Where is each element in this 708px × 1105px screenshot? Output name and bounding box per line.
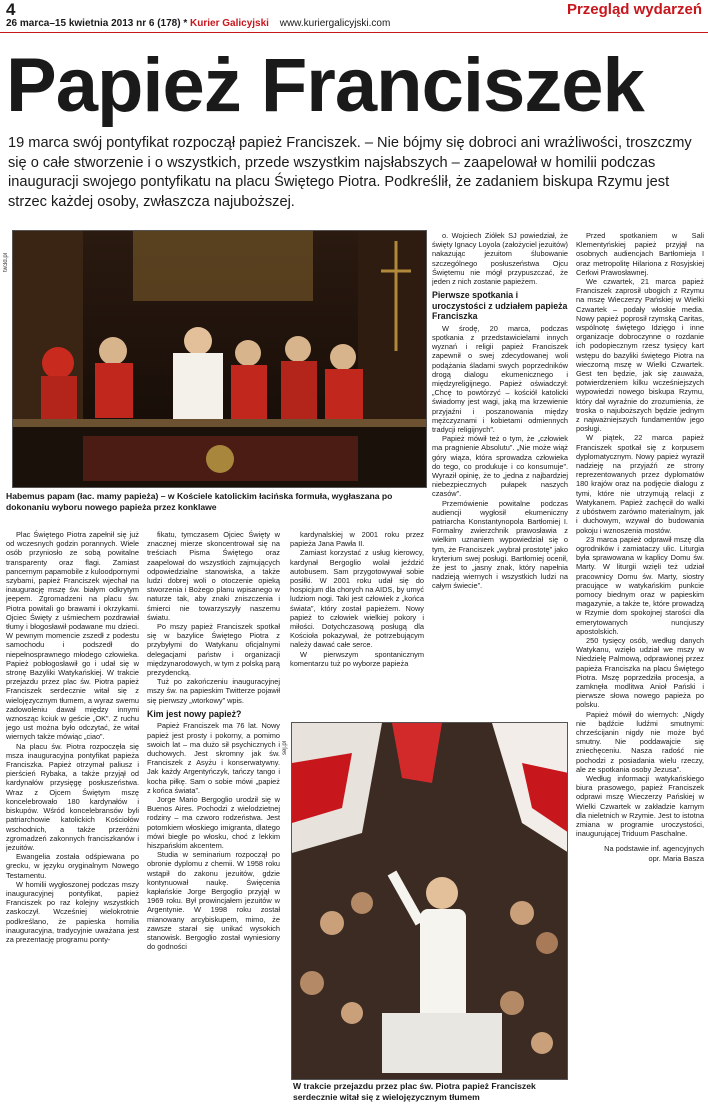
site-url[interactable]: www.kuriergalicyjski.com [279,18,391,29]
paragraph: Studia w seminarium rozpoczął po obronie dyplomu z chemii. W 1958 roku wstąpił do zakonu jezuitów, gdzie kontynuował naukę. Święcenia kapłańskie Jorge Bergoglio przyjął w 1969 roku. Był prowincjałem jezuitów w Argentynie. W 1998 roku został mianowany arcybiskupem, mimo, że zawsze starał się unikać wysokich stanowisk. Bergoglio został wyniesiony do godności [147,850,280,952]
issue-line [6,18,390,29]
paragraph: Zamiast korzystać z usług kierowcy, kardynał Bergoglio wolał jeździć autobusem. Sam przygotowywał sobie posiłki. W 2001 roku udał się do hospicjum dla chorych na AIDS, by umyć ludziom nogi. Taki jest człowiek z „końca świata”, który został papieżem. Nowy papież to człowiek wielkiej pokory i miłości. Dotychczasową posługą dla Kościoła pokazywał, że potrzebującym należy dawać całe serce. [290,548,424,650]
article-column-1 [6,530,139,1105]
paragraph: Na placu św. Piotra rozpoczęła się msza inauguracyjna pontyfikat papieża Franciszka. Papież otrzymał paliusz i pierścień Rybaka, a także przyjął od kardynałów przysięgę posłuszeństwa. Wraz z Ojcem Świętym mszę koncelebrowało 180 kardynałów i biskupów. Wśród koncelebransów byli patriarchowie katolickich Kościołów wschodnich, a także przeróżni zgromadzeń zakonnych franciszkanów i jezuitów. [6,741,139,852]
paragraph: W pierwszym spontanicznym komentarzu tuż po wyborze papieża [290,649,424,668]
paragraph: Ewangelia została odśpiewana po grecku, w języku oryginalnym Nowego Testamentu. [6,852,139,880]
photo-credit: sej.pl [282,740,288,755]
header-divider [0,32,708,33]
photo-caption: Habemus papam (łac. mamy papieża) – w Kościele katolickim łacińska formuła, wygłaszana po dokonaniu wyboru nowego papieża przez konklawe [6,491,393,512]
paragraph: Plac Świętego Piotra zapełnił się już od wczesnych godzin porannych. Wiele osób przyniosło ze sobą powitalne transparenty oraz flagi. Zamiast pancernym papamobile z kuloodpornymi szybami, papież Franciszek wjechał na inaugurację mszę św. białym odkrytym jeepem. Zgromadzeni na placu św. Piotra powitali go brawami i okrzykami. Ojciec Święty z uśmiechem pozdrawiał tłumy i błogosławił podawane mu dzieci. W pewnym momencie zszedł z podestu samochodu i podszedł do niepełnosprawnego młodego człowieka. Papież pobłogosławił go i udał się w stronę Bazyliki Watykańskiej. W trakcie przejazdu przez plac św. Piotra papież Franciszek serdecznie witał się z wielojęzycznym tłumem, a wyraz swemu zadowoleniu dawał między innymi wznosząc kciuk w geście „OK”. Z ruchu jego ust można było odczytać, że witał wiernych także mówiąc „ciao”. [6,530,139,742]
paragraph: Papież mówił też o tym, że „człowiek ma pragnienie Absolutu”. „Nie może wiąż góry wiąza, która sprowadza człowieka do tego, co produkuje i co konsumuje”. Wyraził opinię, że to „jedna z najbardziej niebezpiecznych pułapek naszych czasów”. [432,434,568,499]
paragraph: 250 tysięcy osób, według danych Watykanu, wzięło udział we mszy w Niedzielę Palmową, odprawionej przez papieża Franciszka na placu Świętego Piotra. Mszę poprzedziła procesja, a zamknęła modlitwa Anioł Pański i pierwsze słowa nowego papieża po polsku. [576,635,704,710]
article-title: Papież Franciszek [6,43,644,128]
paragraph: Tuż po zakończeniu inauguracyjnej mszy św. na papieskim Twitterze pojawił się pierwszy „wtorkowy” wpis. [147,677,280,705]
popemobile-photo-image [292,723,568,1080]
article-lead: 19 marca swój pontyfikat rozpoczął papież Franciszek. – Nie bójmy się dobroci ani wrażliwości, troszczmy się o całe stworzenie i o wszystkich, przede wszystkim najsłabszych – zaapelował w homilii podczas inauguracji swojego pontyfikatu na placu Świętego Piotra. Podkreślił, że zadaniem biskupa Rzymu jest strzec każdej osoby, zwłaszcza najuboższej. [8,135,692,210]
paragraph: o. Wojciech Ziółek SJ powiedział, że święty Ignacy Loyola (założyciel jezuitów) nakazując jezuitom ślubowanie szczególnego posłuszeństwa Ojcu Świętemu nie mógł przypuszczać, że jeden z nich zostanie papieżem. [432,231,568,287]
article-column-2 [147,530,280,1105]
section-heading: Pierwsze spotkania i uroczystości z udziałem papieża Franciszka [432,290,568,322]
author-signature: opr. Maria Basza [648,853,704,863]
paragraph: Według informacji watykańskiego biura prasowego, papież Franciszek odprawi mszę Wieczerzy Pańskiej w Wielki Czwartek w zakładzie karnym dla nieletnich w Rzymie. Jest to istotna zmiana w programie uroczystości, inaugurującej Triduum Paschalne. [576,773,704,839]
paragraph: 23 marca papież odprawił mszę dla ogrodników i zamiataczy ulic. Liturgia była sprawowana w kaplicy Domu św. Marty. W liturgii wzięli też udział pracownicy Domu św. Marty, siostry pracujące w watykańskim punkcie pomocy biednym oraz w papieskim magazynie, a także te, które prowadzą w Rzymie dom spokojnej starości dla emerytowanych nuncjuszy apostolskich. [576,534,704,636]
balcony-photo [12,230,427,488]
source-note: Na podstawie inf. agencyjnych [604,844,704,854]
paragraph: W środę, 20 marca, podczas spotkania z przedstawicielami innych wyznań i religii papież Franciszek zapewnił o swej zdecydowanej woli podążania śladami swych poprzedników drogą dialogu ekumenicznego i międzyreligijnego. Papież oświadczył: „Chcę to powtórzyć – kościół katolicki świadomy jest wagi, jaką ma krzewienie przyjaźni i poszanowania między mężczyznami i kobietami odmiennych tradycji religijnych”. [432,323,568,434]
paragraph: We czwartek, 21 marca papież Franciszek zaprosił ubogich z Rzymu na mszę Wieczerzy Pańskiej w Wielki Czwartek – podały włoskie media. Nowy papież poprosił rzymską Caritas, wspólnotę świętego Idzięgo i inne organizacje dobroczynne o rozdanie ich podopiecznym rzesz tysięcy kart wstępu do bazyliki świętego Piotra na wieczorną mszę w Wielki Czwartek. Gest ten będzie, jak się zauważa, potwierdzeniem kilku wcześniejszych wypowiedzi nowego biskupa Rzymu, który dał wyraźnie do zrozumienia, że troska o najuboższych będzie jednym z najważniejszych fundamentów jego posługi. [576,277,704,434]
paragraph: Przed spotkaniem w Sali Klementyńskiej papież przyjął na osobnych audiencjach Bartłomieja I oraz metropolitę Hilariona z Rosyjskiej Cerkwi Prawosławnej. [576,231,704,277]
paragraph: W homilii wygłoszonej podczas mszy inauguracyjnej pontyfikat, papież Franciszek po raz kolejny wszystkich zaskoczył. Wcześniej wielokrotnie podkreślano, że papieska homilia inauguracyjna, tradycyjnie uważana jest za prezentację programu ponty- [6,879,139,944]
paragraph: Jorge Mario Bergoglio urodził się w Buenos Aires. Pochodzi z wielodzietnej rodziny – ma czworo rodzeństwa. Jest potomkiem włoskiego imigranta, dlatego mówi biegle po włosku, choć z lekkim hiszpańskim akcentem. [147,794,280,850]
issue-date: 26 marca–15 kwietnia 2013 nr 6 (178) * [6,18,188,29]
paragraph: Przemówienie powitalne podczas audiencji wygłosił ekumeniczny patriarcha Konstantynopola Bartłomiej I. Formalny zwierzchnik prawosławia z wielkim uznaniem wypowiedział się o tym, że Franciszek „wybrał prostotę” jako kryterium swej posługi. Bartłomiej ocenił, że jest to „jasny znak, który napełnia nadzieją wiernych i wszystkich ludzi na całym świecie”. [432,498,568,591]
article-column-5 [576,231,704,1105]
paragraph: Papież mówił do wiernych: „Nigdy nie bądźcie ludźmi smutnymi: chrześcijanin nigdy nie może być smutny. Nie poddawajcie się zniechęceniu. Nasza radość nie pochodzi z posiadania wielu rzeczy, ale ze spotkania osoby Jezusa”. [576,709,704,774]
page-number: 4 [6,0,16,19]
paragraph: Po mszy papież Franciszek spotkał się w bazylice Świętego Piotra z przybyłymi do Watykanu oficjalnymi delegacjami państw i organizacji międzynarodowych, w tym z polską parą prezydencką. [147,622,280,678]
article-column-4 [432,231,568,719]
photo-credit: tw3d.pl [3,252,9,272]
paragraph: Papież Franciszek ma 76 lat. Nowy papież jest prosty i pokorny, a pomimo swoich lat – ma dużo sił psychicznych i duchowych. Jest skromny jak św. Franciszek z Asyżu i konserwatywny. Jak każdy Argentyńczyk, tańczy tango i kocha piłkę. Sam o sobie mówi „papież z końca świata”. [147,721,280,795]
balcony-photo-image [13,231,427,488]
paragraph: W piątek, 22 marca papież Franciszek spotkał się z korpusem dyplomatycznym. Nowy papież wyraził nadzieję na przyjaźń ze strony reprezentowanych przez dyplomatów 180 krajów oraz na podjęcie dialogu z tymi, które nie utrzymują relacji z Watykanem. Papież zachęcił do walki z ubóstwem zarówno materialnym, jak i duchowym, wzywał do budowania pokoju i wznoszenia mostów. [576,433,704,535]
paragraph: kardynalskiej w 2001 roku przez papieża Jana Pawła II. [290,530,424,549]
article-column-3 [290,530,424,720]
paragraph: fikatu, tymczasem Ojciec Święty w znacznej mierze skoncentrował się na treściach Pisma Świętego oraz zaapelował do wszystkich zajmujących odpowiedzialne stanowiska, a także ludzi dobrej woli o otoczenie opieką stworzenia i Bożego planu wpisanego w naturze tak, aby znaki zniszczenia i śmierci nie towarzyszyły naszemu światu. [147,530,280,622]
photo-caption: W trakcie przejazdu przez plac św. Piotra papież Franciszek serdecznie witał się z wielojęzycznym tłumem [293,1081,536,1102]
section-title: Przegląd wydarzeń [566,1,702,18]
brand-name: Kurier Galicyjski [190,18,269,29]
popemobile-photo [291,722,568,1080]
section-heading: Kim jest nowy papież? [147,708,242,719]
